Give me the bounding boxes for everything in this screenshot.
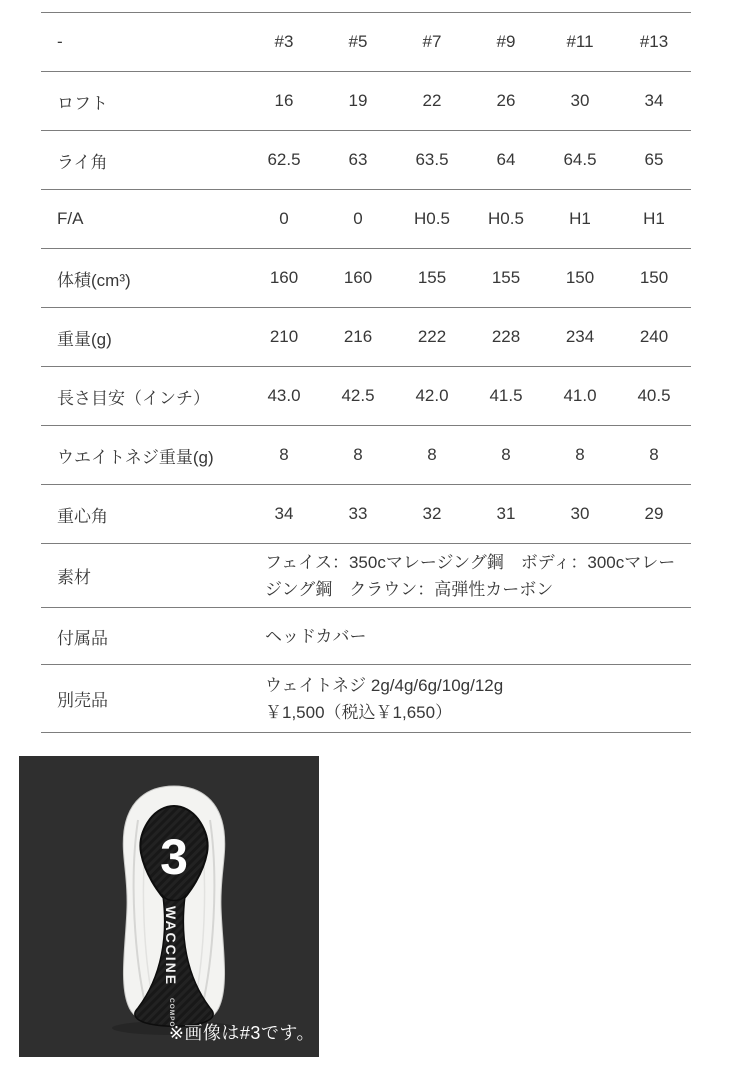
table-row-lie-angle: [41, 131, 691, 190]
spec-cell: 42.0: [415, 386, 449, 405]
spec-col-header: #11: [566, 32, 594, 51]
spec-cell: 8: [649, 445, 659, 464]
spec-cell: 40.5: [637, 386, 671, 405]
table-row-weight: [41, 308, 691, 367]
spec-cell: 234: [565, 327, 595, 346]
spec-cell: 30: [570, 504, 590, 523]
spec-row-label: 体積(cm³): [57, 270, 131, 290]
spec-cell-material: [247, 544, 691, 608]
spec-row-label: 長さ目安（インチ）: [57, 388, 210, 408]
spec-cell: 29: [644, 504, 664, 523]
table-row-loft: [41, 72, 691, 131]
table-row-volume: [41, 249, 691, 308]
spec-cell: 33: [348, 504, 368, 523]
spec-cell: 63.5: [415, 150, 449, 169]
spec-cell: 160: [269, 268, 299, 287]
spec-cell-optional: [247, 665, 691, 733]
spec-cell: 63: [348, 150, 368, 169]
spec-cell: 26: [496, 91, 516, 110]
table-row-weight-screw: [41, 426, 691, 485]
brand-sub-text: COMPO: [168, 998, 175, 1028]
spec-cell: H0.5: [414, 209, 450, 228]
spec-cell: 222: [417, 327, 447, 346]
spec-row-label: ウエイトネジ重量(g): [57, 447, 214, 467]
headcover-graphic: [19, 756, 319, 1057]
spec-row-label: 素材: [57, 568, 91, 587]
spec-cell: 8: [353, 445, 363, 464]
spec-cell: 34: [274, 504, 294, 523]
spec-cell: 41.0: [563, 386, 597, 405]
spec-cell: 16: [274, 91, 294, 110]
spec-cell: 216: [343, 327, 373, 346]
spec-row-label: 付属品: [57, 628, 108, 648]
headcover-number: 3: [160, 829, 188, 885]
spec-table: [41, 12, 691, 733]
spec-row-label: F/A: [57, 209, 84, 228]
accessory-text: ヘッドカバー: [265, 626, 367, 646]
spec-cell: 41.5: [489, 386, 523, 405]
spec-cell: 22: [422, 91, 442, 110]
spec-cell: 8: [501, 445, 511, 464]
spec-row-label: 重量(g): [57, 329, 112, 349]
spec-cell: 8: [279, 445, 289, 464]
spec-cell: 240: [639, 327, 669, 346]
spec-cell: 30: [570, 91, 590, 110]
table-row-cg-angle: [41, 485, 691, 544]
spec-cell: 32: [422, 504, 442, 523]
spec-row-label: -: [57, 32, 63, 51]
brand-text: WACCINE: [163, 906, 179, 987]
spec-cell: 31: [496, 504, 516, 523]
spec-col-header: #9: [496, 32, 516, 51]
spec-col-header: #13: [639, 32, 669, 51]
spec-cell: 150: [639, 268, 669, 287]
spec-cell: 42.5: [341, 386, 375, 405]
table-row-face-angle: [41, 190, 691, 249]
spec-cell: 62.5: [267, 150, 301, 169]
table-row-material: [41, 544, 691, 608]
spec-cell: 19: [348, 91, 368, 110]
spec-cell-accessory: [247, 608, 691, 665]
spec-cell: 160: [343, 268, 373, 287]
spec-row-label: ライ角: [57, 152, 108, 172]
spec-cell: 64.5: [563, 150, 597, 169]
table-row-optional: [41, 665, 691, 733]
spec-col-header: #3: [274, 32, 294, 51]
spec-cell: 228: [491, 327, 521, 346]
spec-cell: H0.5: [488, 209, 524, 228]
spec-cell: 64: [496, 150, 516, 169]
table-row-length: [41, 367, 691, 426]
spec-cell: 150: [565, 268, 595, 287]
table-header-row: [41, 13, 691, 72]
spec-cell: 155: [417, 268, 447, 287]
spec-cell: H1: [643, 209, 665, 228]
spec-row-label: 重心角: [57, 506, 108, 526]
spec-cell: H1: [569, 209, 591, 228]
spec-cell: 210: [269, 327, 299, 346]
spec-cell: 34: [644, 91, 664, 110]
spec-cell: 65: [644, 150, 664, 169]
spec-col-header: #5: [348, 32, 368, 51]
optional-price-text: ￥1,500（税込￥1,650）: [265, 702, 453, 722]
optional-item-text: ウェイトネジ 2g/4g/6g/10g/12g: [265, 675, 504, 695]
product-photo: [19, 756, 319, 1057]
photo-caption: ※画像は#3です。: [168, 1023, 315, 1043]
spec-cell: 8: [427, 445, 437, 464]
material-text: フェイス：350cマレージング鋼 ボディ：300cマレージング鋼 クラウン：高弾性カーボン: [265, 552, 676, 599]
spec-row-label: ロフト: [57, 93, 108, 113]
spec-cell: 43.0: [267, 386, 301, 405]
spec-cell: 0: [353, 209, 363, 228]
table-row-accessory: [41, 608, 691, 665]
spec-cell: 8: [575, 445, 585, 464]
spec-col-header: #7: [422, 32, 442, 51]
spec-cell: 155: [491, 268, 521, 287]
spec-row-label: 別売品: [57, 691, 108, 710]
spec-cell: 0: [279, 209, 289, 228]
